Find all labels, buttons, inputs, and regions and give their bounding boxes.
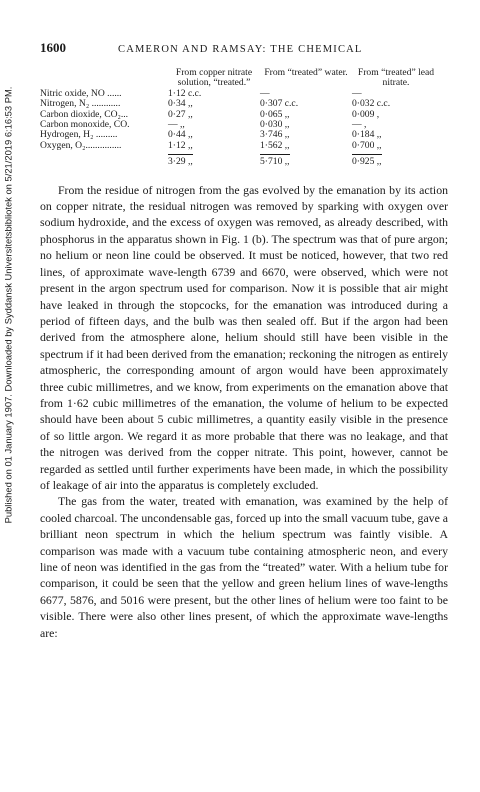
table-header-row <box>40 68 440 89</box>
page <box>40 40 448 641</box>
gas-label: Nitric oxide, NO ...... <box>40 87 122 99</box>
table-cell: 1·562 ,, <box>260 139 290 151</box>
page-header <box>40 40 448 58</box>
page-number: 1600 <box>40 40 66 55</box>
gas-label: Carbon monoxide, CO. <box>40 119 130 131</box>
table-cell: 0·44 ,, <box>168 129 193 141</box>
gas-composition-table <box>40 68 440 168</box>
total-copper-nitrate: 3·29 ,, <box>168 156 193 168</box>
table-cell: — , <box>352 119 367 131</box>
table-cell: 1·12 ,, <box>168 139 193 151</box>
header-treated-water: From “treated” water. <box>264 67 348 78</box>
total-cell-wrap <box>260 151 352 167</box>
table-cell: 0·030 ,, <box>260 119 290 131</box>
table-cell: — ,, <box>168 119 185 131</box>
table-header-blank <box>40 68 168 89</box>
table-cell: 0·307 c.c. <box>260 98 299 110</box>
paragraph-argon-residue: From the residue of nitrogen from the gas evolved by the emanation by its action on copper nitrate, the residual nitrogen was removed by sparking with oxygen over sodium hydroxide, and the excess of oxygen was removed, as already described, with phosphorus in the apparatus shown in Fig. 1 (b). The spectrum was that of pure argon; no helium or neon line could be observed. It must be noticed, however, that two red lines, of approximate wave-length 6739 and 6670, were observed, which were not present in the argon spectrum used for comparison. Now it is possible that air might have leaked in through the stopcocks, for the emanation was introduced during a period of fifteen days, and the bulb was then sealed off. But if the argon had been derived from the atmosphere alone, helium should still have been visible in the spectrum if it had been derived from the emanation; reckoning the nitrogen as entirely atmospheric, the corresponding amount of argon would have been approximately three cubic millimetres, and we know, from experiments on the emanation above that from 1·62 cubic millimetres of the emanation, the volume of helium to be expected should have been about 5 cubic millimetres, a quantity easily visible in the presence of so little argon. We regard it as more probable that there was no leakage, and that the nitrogen was derived from the copper nitrate. This point, however, cannot be regarded as settled until further experiments have been made, in which the possibility of leakage of air into the apparatus is completely excluded. <box>40 182 448 492</box>
table-cell: — <box>260 87 270 99</box>
table-cell: 3·746 ,, <box>260 129 290 141</box>
download-watermark <box>2 20 14 590</box>
paragraph-treated-water: The gas from the water, treated with emanation, was examined by the help of cooled charcoal. The uncondensable gas, forced up into the small vacuum tube, gave a brilliant neon spectrum in which the helium spectrum was faintly visible. A comparison was made with a vacuum tube containing atmospheric neon, and every line of neon was identified in the gas from the “treated” water. With a helium tube for comparison, it could be seen that the yellow and green helium lines of wave-lengths 6677, 5876, and 5016 were present, but the other lines of helium were too faint to be visible. There were also other lines present, of which the approximate wave-lengths are: <box>40 494 448 640</box>
table-cell: 0·27 ,, <box>168 108 193 120</box>
gas-label: Nitrogen, N₂ ............ <box>40 98 121 110</box>
totals-label <box>40 151 168 167</box>
gas-label: Carbon dioxide, CO₂... <box>40 108 129 120</box>
total-cell-wrap <box>168 151 260 167</box>
table-row <box>40 141 440 151</box>
download-notice: Published on 01 January 1907. Downloaded by Syddansk Universitetsbibliotek on 5/21/2019 6:16:53 PM. <box>2 86 14 524</box>
table-cell: 0·184 ,, <box>352 129 382 141</box>
total-lead-nitrate: 0·925 ,, <box>352 156 382 168</box>
table-cell: 0·34 ,, <box>168 98 193 110</box>
table-cell: 0·009 , <box>352 108 380 120</box>
header-lead-nitrate: From “treated” lead nitrate. <box>357 67 435 89</box>
table-cell: 1·12 c.c. <box>168 87 202 99</box>
header-copper-nitrate: From copper nitrate solution, “treated.” <box>175 67 253 89</box>
table-cell: 0·065 ,, <box>260 108 290 120</box>
total-cell-wrap <box>352 151 440 167</box>
running-head: CAMERON AND RAMSAY: THE CHEMICAL <box>118 44 363 55</box>
gas-label: Oxygen, O₂............... <box>40 139 122 151</box>
total-treated-water: 5·710 ,, <box>260 156 290 168</box>
totals-row <box>40 151 440 167</box>
body-text <box>40 182 448 641</box>
table-cell: 0·700 ,, <box>352 139 382 151</box>
table-cell: 0·032 c.c. <box>352 98 391 110</box>
table-cell: — <box>352 87 362 99</box>
gas-label: Hydrogen, H₂ ......... <box>40 129 118 141</box>
